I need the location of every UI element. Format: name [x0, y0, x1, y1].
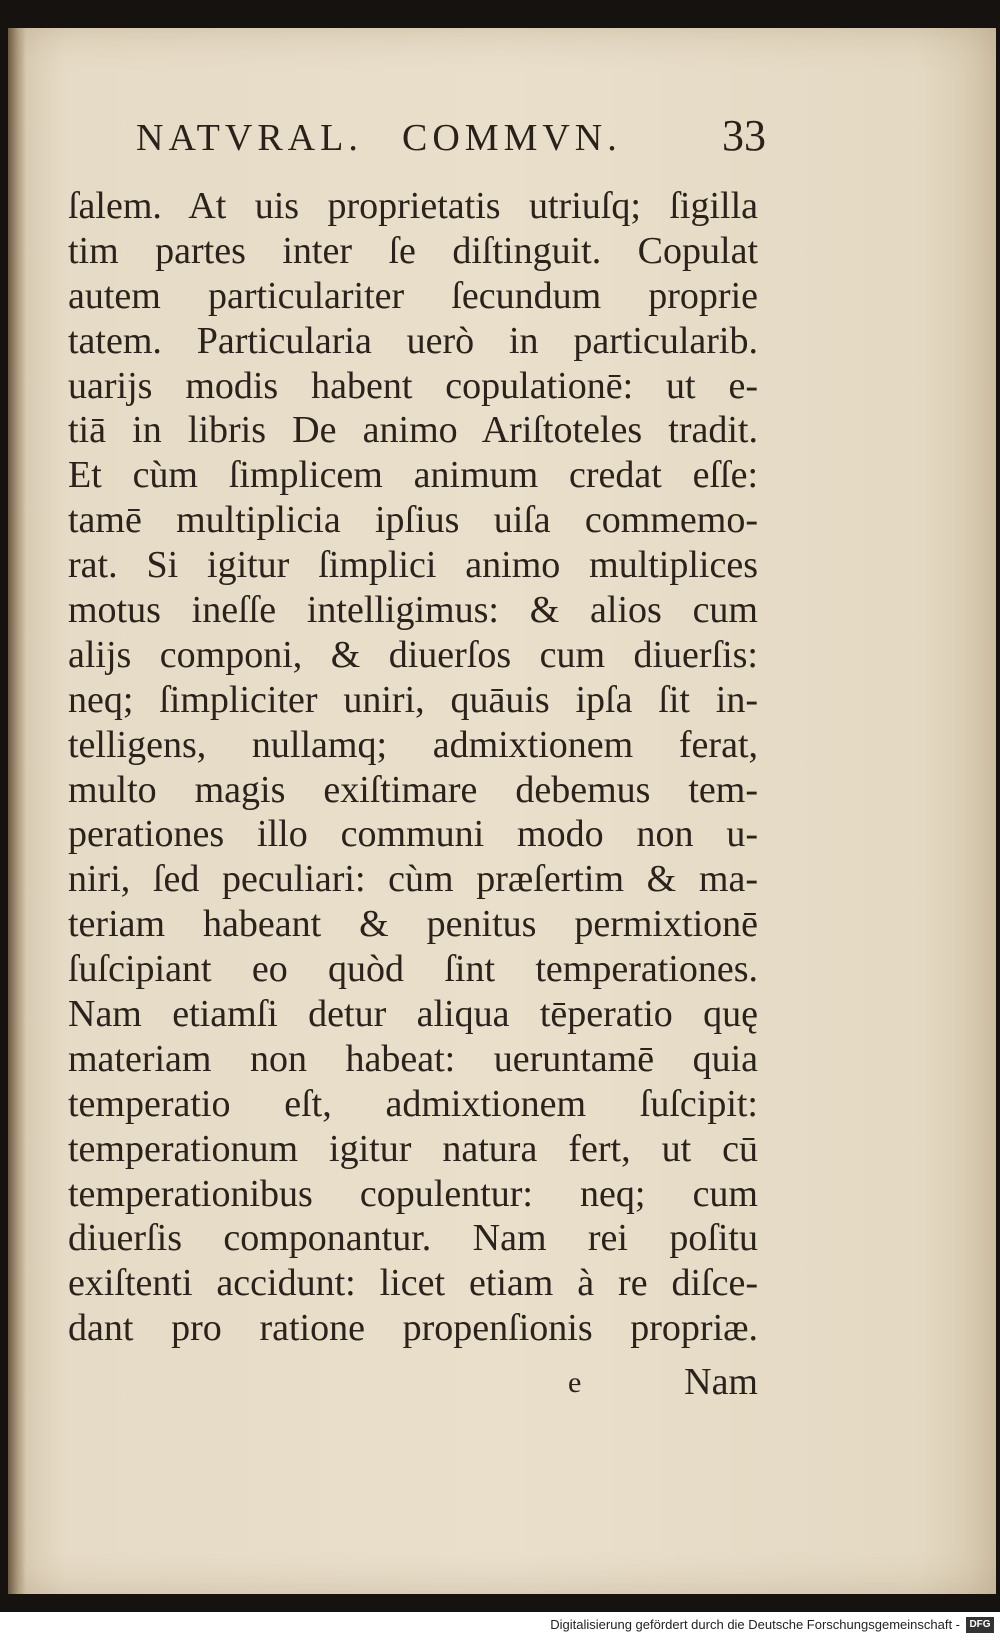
running-head-left: NATVRAL.: [136, 117, 363, 159]
text-line: teriam habeant & penitus permixtionē: [68, 903, 758, 946]
running-head: [136, 110, 766, 170]
text-line: ſalem. At uis proprietatis utriuſq; ſigilla: [68, 185, 758, 227]
catchword: Nam: [684, 1361, 758, 1403]
text-line: alijs componi, & diuerſos cum diuerſis:: [68, 633, 758, 676]
text-line: tatem. Particularia uerò in particularib.: [68, 319, 758, 362]
text-line: dant pro ratione propenſionis propriæ.: [68, 1307, 758, 1350]
text-line: tim partes inter ſe diſtinguit. Copulat: [68, 229, 758, 272]
text-line: temperatio eſt, admixtionem ſuſcipit:: [68, 1082, 758, 1125]
page-number: 33: [722, 111, 766, 160]
dfg-logo-icon: DFG: [966, 1617, 994, 1633]
text-line: perationes illo communi modo non u-: [68, 813, 758, 856]
text-line: temperationum igitur natura fert, ut cū: [68, 1127, 758, 1170]
text-line: Nam etiamſi detur aliqua tēperatio quę: [68, 993, 758, 1036]
text-line: motus ineſſe intelligimus: & alios cum: [68, 589, 758, 632]
signature-mark: e: [568, 1366, 582, 1399]
text-line: Et cùm ſimplicem animum credat eſſe:: [68, 454, 758, 497]
text-line: diuerſis componantur. Nam rei poſitu: [68, 1217, 758, 1260]
text-line: materiam non habeat: ueruntamē quia: [68, 1037, 758, 1080]
digitization-footer: [0, 1612, 1000, 1640]
book-page: [8, 28, 996, 1594]
text-line: rat. Si igitur ſimplici animo multiplices: [68, 544, 758, 587]
footer-credit: Digitalisierung gefördert durch die Deutsche Forschungsgemeinschaft -: [550, 1617, 960, 1632]
text-line: telligens, nullamq; admixtionem ferat,: [68, 723, 758, 766]
text-line: multo magis exiſtimare debemus tem-: [68, 768, 758, 811]
text-line: niri, ſed peculiari: cùm præſertim & ma-: [68, 858, 758, 901]
text-line: temperationibus copulentur: neq; cum: [68, 1172, 758, 1215]
text-line: uarijs modis habent copulationē: ut e-: [68, 364, 758, 407]
page-spine-shadow: [8, 28, 26, 1594]
text-line: neq; ſimpliciter uniri, quāuis ipſa ſit in-: [68, 678, 758, 721]
text-line: tamē multiplicia ipſius uiſa commemo-: [68, 499, 758, 542]
text-line: tiā in libris De animo Ariſtoteles tradit.: [68, 409, 758, 452]
text-line: ſuſcipiant eo quòd ſint temperationes.: [68, 948, 758, 991]
text-line: autem particulariter ſecundum proprie: [68, 274, 758, 317]
text-line: exiſtenti accidunt: licet etiam à re diſce-: [68, 1262, 758, 1305]
running-head-right: COMMVN.: [402, 117, 622, 159]
body-text: [68, 184, 758, 1351]
catchword-area: [568, 1360, 758, 1410]
